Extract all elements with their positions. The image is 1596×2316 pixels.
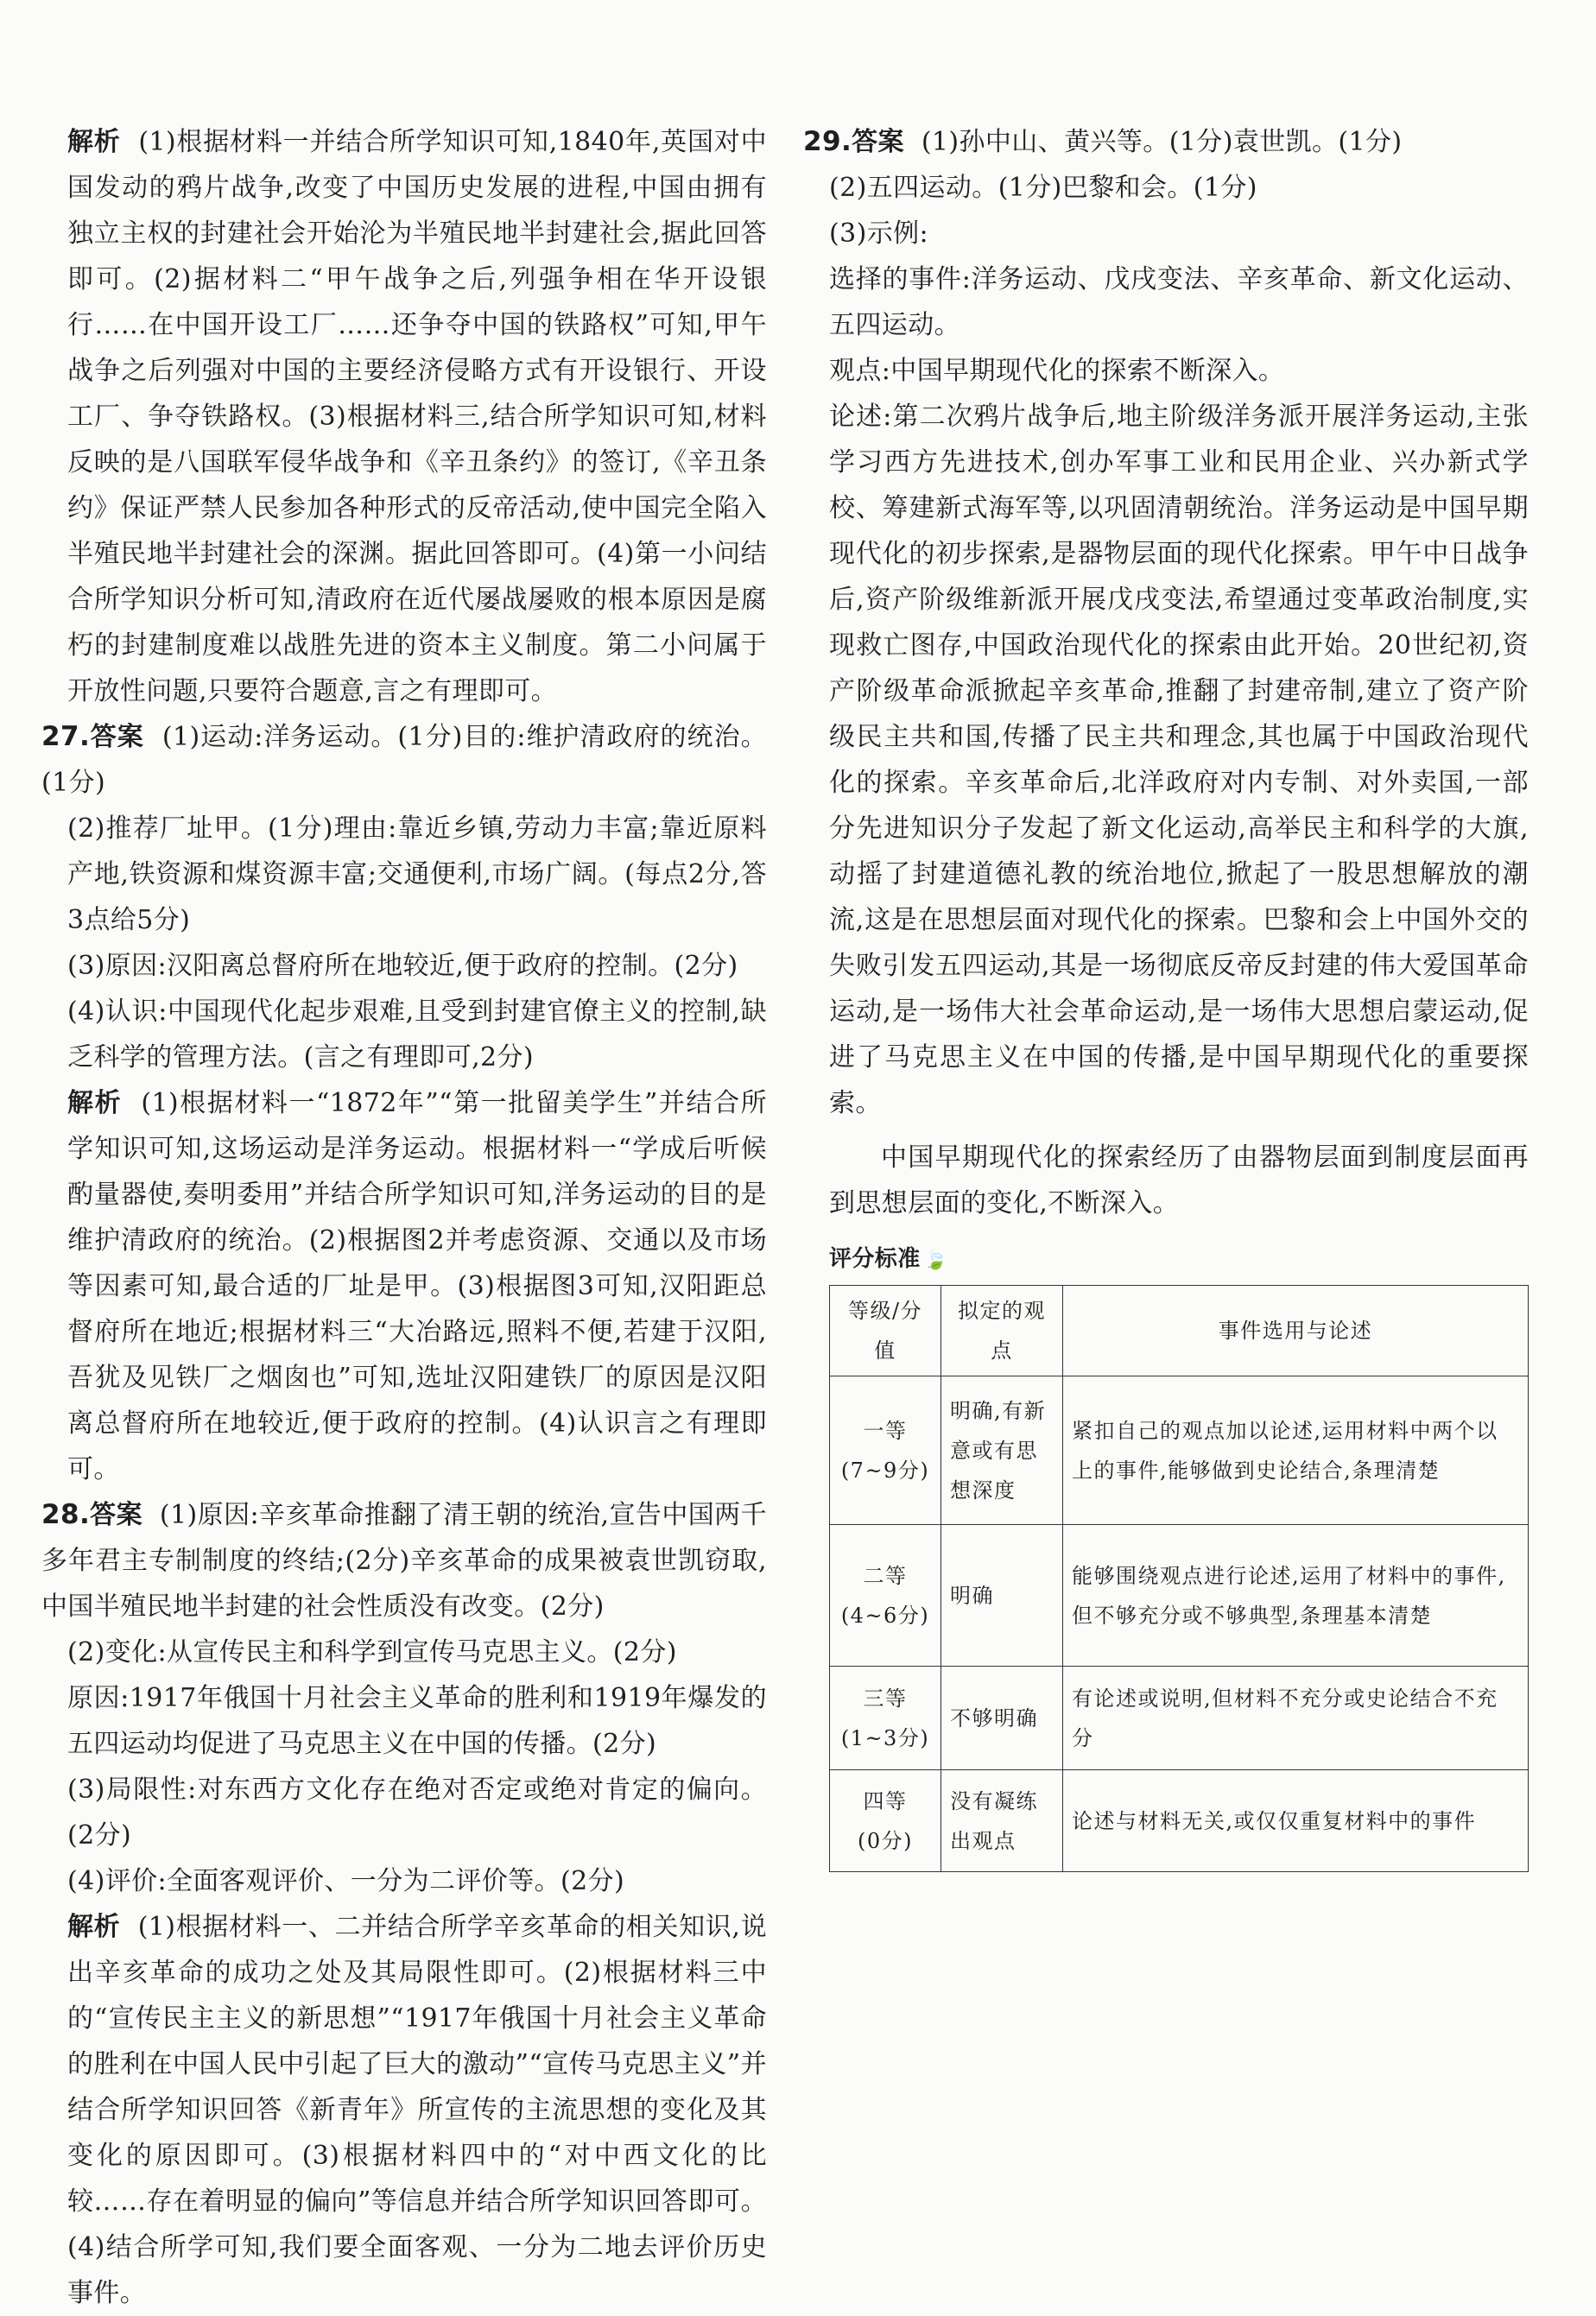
q28-answer-line-2: (2)变化:从宣传民主和科学到宣传马克思主义。(2分) [67, 1637, 677, 1667]
view-cell: 没有凝练出观点 [941, 1770, 1063, 1872]
view-cell: 明确 [941, 1525, 1063, 1667]
answer-text: (1)孙中山、黄兴等。(1分)袁世凯。(1分) [921, 127, 1403, 157]
table-row [830, 1376, 1529, 1525]
analysis-label: 解析 [67, 1088, 123, 1118]
scoring-title [829, 1242, 1529, 1278]
q28-analysis-text: (1)根据材料一、二并结合所学辛亥革命的相关知识,说出辛亥革命的成功之处及其局限性即可。(2)根据材料三中的“宣传民主主义的新思想”“1917年俄国十月社会主义革命的胜利在中国人民中引起了巨大的激动”“宣传马克思主义”并结合所学知识回答《新青年》所宣传的主流思想的变化及其变化的原因即可。(3)根据材料四中的“对中西文化的比较……存在着明显的偏向”等信息并结合所学知识回答即可。(4)结合所学可知,我们要全面客观、一分为二地去评价历史事件。 [67, 1912, 767, 2308]
grade-level: 四等 [863, 1788, 908, 1813]
grade-score: (1~3分) [840, 1725, 930, 1750]
view-cell: 不够明确 [941, 1667, 1063, 1770]
grade-cell [830, 1667, 941, 1770]
analysis-label: 解析 [67, 1912, 121, 1942]
desc-cell: 能够围绕观点进行论述,运用了材料中的事件,但不够充分或不够典型,条理基本清楚 [1063, 1525, 1529, 1667]
grade-level: 一等 [863, 1418, 908, 1443]
question-number: 28. [41, 1499, 91, 1530]
q26-analysis [67, 119, 767, 714]
q29-answer-line-3: (3)示例: [829, 218, 929, 249]
grade-level: 三等 [863, 1686, 908, 1711]
grade-score: (4~6分) [840, 1603, 930, 1628]
analysis-label: 解析 [67, 127, 121, 157]
q27-answer-line-3: (3)原因:汉阳离总督府所在地较近,便于政府的控制。(2分) [67, 951, 738, 981]
grade-score: (0分) [858, 1828, 913, 1853]
header-view: 拟定的观点 [941, 1286, 1063, 1376]
q27-analysis [67, 1080, 767, 1492]
desc-cell: 有论述或说明,但材料不充分或史论结合不充分 [1063, 1667, 1529, 1770]
question-number: 27. [41, 721, 91, 752]
grade-cell [830, 1525, 941, 1667]
answer-text: (1)运动:洋务运动。(1分)目的:维护清政府的统治。(1分) [41, 722, 767, 798]
answer-label: 答案 [852, 127, 904, 157]
q29-conclusion: 中国早期现代化的探索经历了由器物层面到制度层面再到思想层面的变化,不断深入。 [829, 1142, 1529, 1218]
scoring-header-row [830, 1286, 1529, 1376]
q29-answer-line-6: 论述:第二次鸦片战争后,地主阶级洋务派开展洋务运动,主张学习西方先进技术,创办军事工业和民用企业、兴办新式学校、筹建新式海军等,以巩固清朝统治。洋务运动是中国早期现代化的初步探索,是器物层面的现代化探索。甲午中日战争后,资产阶级维新派开展戊戌变法,希望通过变革政治制度,实现救亡图存,中国政治现代化的探索由此开始。20世纪初,资产阶级革命派掀起辛亥革命,推翻了封建帝制,建立了资产阶级民主共和国,传播了民主共和理念,其也属于中国政治现代化的探索。辛亥革命后,北洋政府对内专制、对外卖国,一部分先进知识分子发起了新文化运动,高举民主和科学的大旗,动摇了封建道德礼教的统治地位,掀起了一股思想解放的潮流,这是在思想层面对现代化的探索。巴黎和会上中国外交的失败引发五四运动,其是一场彻底反帝反封建的伟大爱国革命运动,是一场伟大社会革命运动,是一场伟大思想启蒙运动,促进了马克思主义在中国的传播,是中国早期现代化的重要探索。 [829, 402, 1529, 1118]
grade-score: (7~9分) [840, 1458, 930, 1483]
q27-answer-line-2: (2)推荐厂址甲。(1分)理由:靠近乡镇,劳动力丰富;靠近原料产地,铁资源和煤资源丰富;交通便利,市场广阔。(每点2分,答3点给5分) [67, 813, 767, 935]
header-grade: 等级/分值 [830, 1286, 941, 1376]
q27-analysis-text: (1)根据材料一“1872年”“第一批留美学生”并结合所学知识可知,这场运动是洋务运动。根据材料一“学成后听候酌量器使,奏明委用”并结合所学知识可知,洋务运动的目的是维护清政府的统治。(2)根据图2并考虑资源、交通以及市场等因素可知,最合适的厂址是甲。(3)根据图3可知,汉阳距总督府所在地近;根据材料三“大冶路远,照料不便,若建于汉阳,吾犹及见铁厂之烟囱也”可知,选址汉阳建铁厂的原因是汉阳离总督府所在地较近,便于政府的控制。(4)认识言之有理即可。 [67, 1088, 768, 1484]
scoring-title-text: 评分标准 [829, 1246, 921, 1272]
view-cell: 明确,有新意或有思想深度 [941, 1376, 1063, 1525]
answer-text: (1)原因:辛亥革命推翻了清王朝的统治,宣告中国两千多年君主专制制度的终结;(2分)辛亥革命的成果被袁世凯窃取,中国半殖民地半封建的社会性质没有改变。(2分) [41, 1500, 767, 1622]
left-column [41, 119, 768, 2316]
q28-answer-line-4: (3)局限性:对东西方文化存在绝对否定或绝对肯定的偏向。(2分) [67, 1775, 767, 1851]
question-number: 29. [803, 126, 852, 157]
table-row [830, 1667, 1529, 1770]
q29-answer-line-4: 选择的事件:洋务运动、戊戌变法、辛亥革命、新文化运动、五四运动。 [829, 264, 1529, 340]
table-row [830, 1770, 1529, 1872]
scoring-table [829, 1285, 1529, 1872]
q26-analysis-text: (1)根据材料一并结合所学知识可知,1840年,英国对中国发动的鸦片战争,改变了中国历史发展的进程,中国由拥有独立主权的封建社会开始沦为半殖民地半封建社会,据此回答即可。(2)据材料二“甲午战争之后,列强争相在华开设银行……在中国开设工厂……还争夺中国的铁路权”可知,甲午战争之后列强对中国的主要经济侵略方式有开设银行、开设工厂、争夺铁路权。(3)根据材料三,结合所学知识可知,材料反映的是八国联军侵华战争和《辛丑条约》的签订,《辛丑条约》保证严禁人民参加各种形式的反帝活动,使中国完全陷入半殖民地半封建社会的深渊。据此回答即可。(4)第一小问结合所学知识分析可知,清政府在近代屡战屡败的根本原因是腐朽的封建制度难以战胜先进的资本主义制度。第二小问属于开放性问题,只要符合题意,言之有理即可。 [67, 127, 767, 706]
q28-answer-line-5: (4)评价:全面客观评价、一分为二评价等。(2分) [67, 1866, 625, 1896]
q29-answer-line-2: (2)五四运动。(1分)巴黎和会。(1分) [829, 173, 1257, 203]
q28-answer-line-3: 原因:1917年俄国十月社会主义革命的胜利和1919年爆发的五四运动均促进了马克思主义在中国的传播。(2分) [67, 1683, 767, 1759]
right-column [803, 119, 1529, 1872]
grade-cell [830, 1376, 941, 1525]
grade-level: 二等 [863, 1563, 908, 1588]
table-row [830, 1525, 1529, 1667]
desc-cell: 紧扣自己的观点加以论述,运用材料中两个以上的事件,能够做到史论结合,条理清楚 [1063, 1376, 1529, 1525]
q29-answer-line-1 [803, 119, 1529, 165]
leaf-icon: 🍃 [923, 1250, 948, 1271]
q28-answer-line-1 [41, 1492, 767, 1629]
q27-answer-line-1 [41, 714, 767, 806]
q27-answer-line-4: (4)认识:中国现代化起步艰难,且受到封建官僚主义的控制,缺乏科学的管理方法。(言之有理即可,2分) [67, 997, 767, 1073]
answer-label: 答案 [90, 1500, 142, 1530]
grade-cell [830, 1770, 941, 1872]
header-desc: 事件选用与论述 [1063, 1286, 1529, 1376]
answer-label: 答案 [90, 722, 144, 752]
q29-answer-line-5: 观点:中国早期现代化的探索不断深入。 [829, 356, 1285, 386]
desc-cell: 论述与材料无关,或仅仅重复材料中的事件 [1063, 1770, 1529, 1872]
q28-analysis [67, 1904, 767, 2316]
